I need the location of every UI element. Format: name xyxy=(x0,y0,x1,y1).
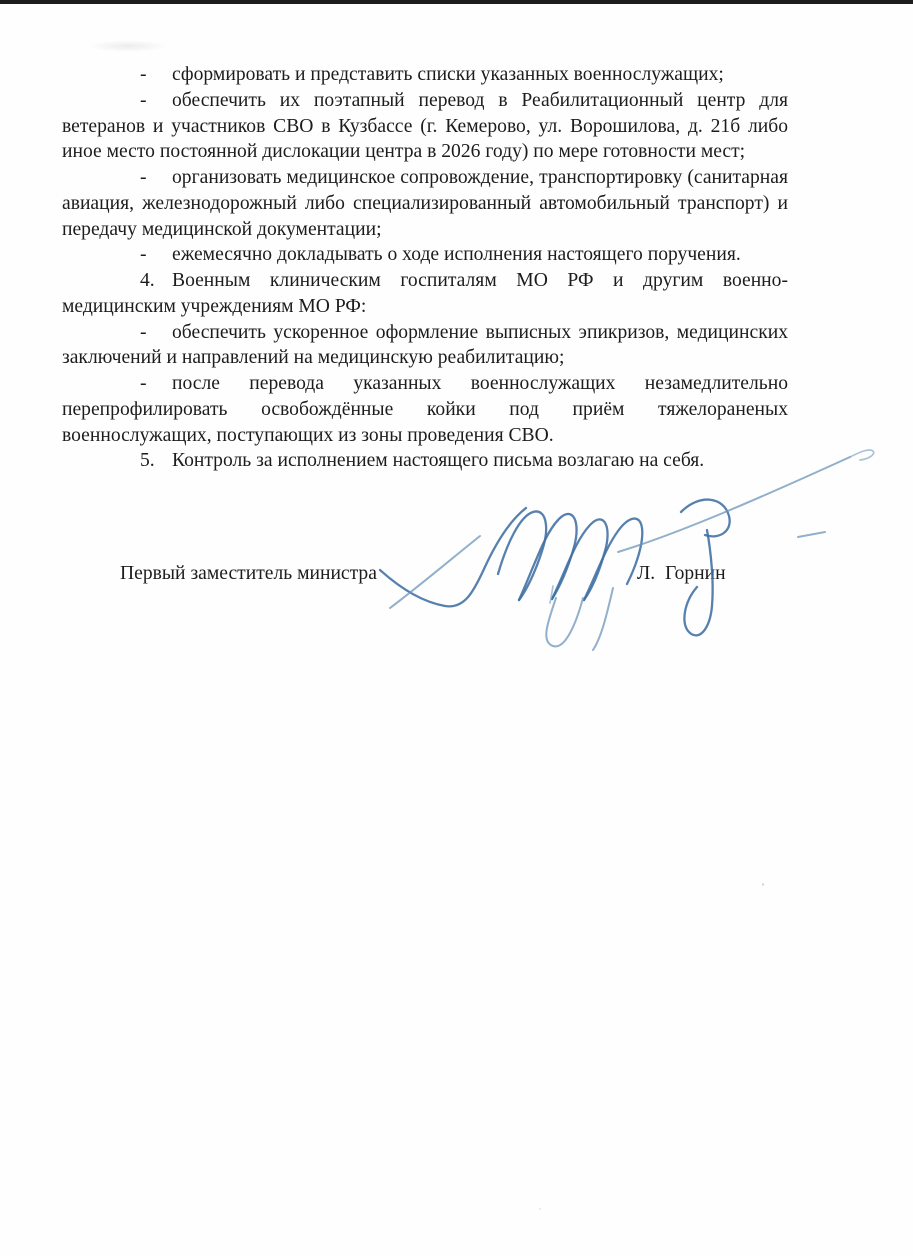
paragraph-text: обеспечить ускоренное оформление выписных эпикризов, медицинских заключений и направлений на медицинскую реабилитацию; xyxy=(62,321,788,369)
scan-speck xyxy=(762,883,764,886)
list-item-dash xyxy=(62,62,788,88)
list-item-dash xyxy=(62,88,788,165)
paragraph-text: после перевода указанных военнослужащих незамедлительно перепрофилировать освобождённые койки под приём тяжелораненых военнослужащих, поступающих из зоны проведения СВО. xyxy=(62,373,788,446)
signature-position-title: Первый заместитель министра xyxy=(120,563,377,584)
scan-smudge xyxy=(88,40,168,52)
list-item-dash xyxy=(62,371,788,448)
scan-artifact-top-edge xyxy=(0,0,913,4)
paragraph-text: обеспечить их поэтапный перевод в Реабилитационный центр для ветеранов и участников СВО в Кузбассе (г. Кемерово, ул. Ворошилова, д. 21б либо иное место постоянной дислокации центра в 2026 году) по мере готовности мест; xyxy=(62,89,788,163)
list-marker: - xyxy=(140,321,147,343)
signer-name: Л. Горнин xyxy=(637,563,726,584)
scan-speck xyxy=(539,1208,541,1210)
list-item-dash xyxy=(62,320,788,372)
paragraph-text: Контроль за исполнением настоящего письма возлагаю на себя. xyxy=(172,450,705,472)
list-marker: - xyxy=(140,373,147,394)
list-marker: - xyxy=(140,89,147,111)
list-marker: - xyxy=(140,244,147,266)
list-item-numbered xyxy=(62,268,788,320)
list-marker: 4. xyxy=(140,270,155,291)
paragraph-text: организовать медицинское сопровождение, транспортировку (санитарная авиация, железнодорожный либо специализированный автомобильный транспорт) и передачу медицинской документации; xyxy=(62,167,788,240)
list-marker: - xyxy=(140,167,147,188)
list-item-dash xyxy=(62,242,788,268)
letter-body xyxy=(62,62,788,474)
list-item-dash xyxy=(62,165,788,242)
list-marker: - xyxy=(140,64,147,85)
paragraph-text: сформировать и представить списки указанных военнослужащих; xyxy=(172,64,724,85)
list-marker: 5. xyxy=(140,450,155,472)
paragraph-text: ежемесячно докладывать о ходе исполнения настоящего поручения. xyxy=(172,244,741,266)
paragraph-text: Военным клиническим госпиталям МО РФ и другим военно-медицинским учреждениям МО РФ: xyxy=(62,270,788,317)
list-item-numbered xyxy=(62,448,788,474)
